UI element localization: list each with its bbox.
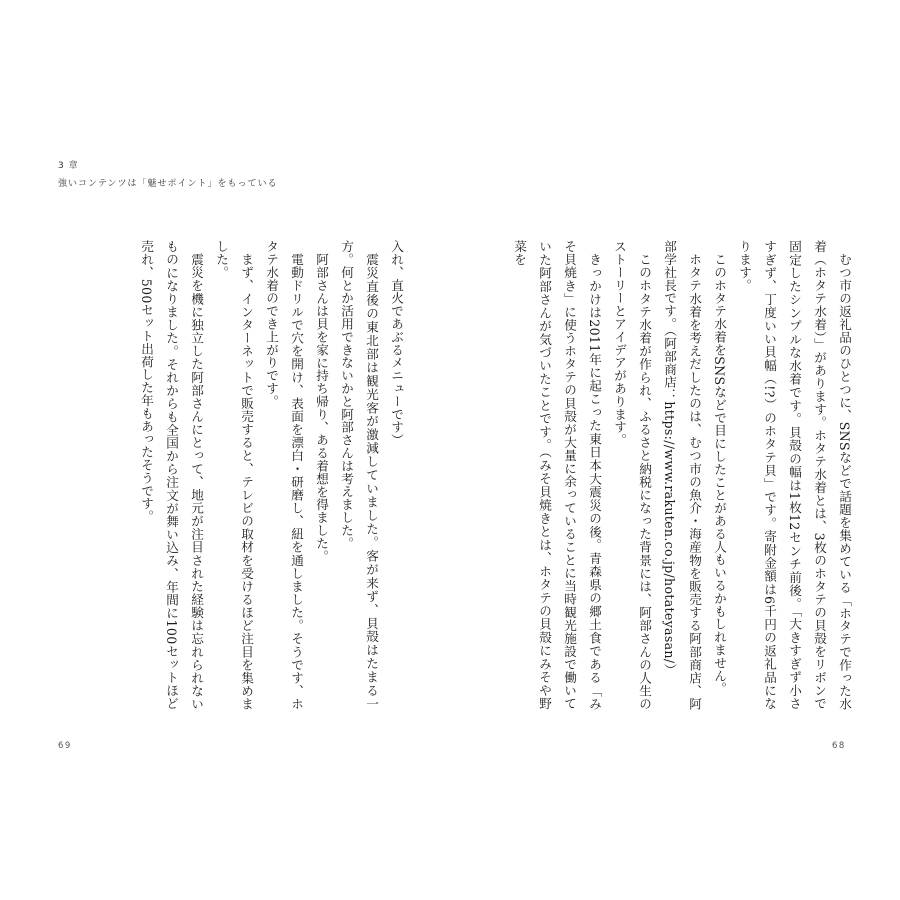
paragraph: 震災直後の東北部は観光客が激減していました。客が来ず、貝殻はたまる一方。何とか活用できないかと阿部さんは考えました。 [339,240,379,710]
paragraph: ホタテ水着を考えだしたのは、むつ市の魚介・海産物を販売する阿部商店、阿部学社長です。（阿部商店：https://www.rakuten.co.jp/hotateyasan/） [662,240,702,710]
paragraph: きっかけは2011年に起こった東日本大震災の後。青森県の郷土食である「みそ貝焼き」に使うホタテの貝殻が大量に余っていることに当時観光施設で働いていた阿部さんが気づいたことです。（みそ貝焼きとは、ホタテの貝殻にみそや野菜を [512,240,602,710]
right-page-body [512,240,857,710]
paragraph: 震災を機に独立した阿部さんにとって、地元が注目された経験は忘れられないものになりました。それからも全国から注文が舞い込み、年間に100セットほど売れ、500セット出荷した年もあったそうです。 [139,240,204,710]
chapter-number: 3 章 [58,161,79,171]
chapter-title: 強いコンテンツは「魅せポイント」をもっている [58,179,278,189]
paragraph: まず、インターネットで販売すると、テレビの取材を受けるほど注目を集めました。 [214,240,254,710]
paragraph: 入れ、直火であぶるメニューです） [389,240,404,447]
paragraph: 阿部さんは貝を家に持ち帰り、ある着想を得ました。 [314,252,329,563]
paragraph: このホタテ水着をSNSなどで目にしたことがある人もいるかもしれません。 [712,252,727,695]
left-page-body [83,240,409,710]
paragraph: 電動ドリルで穴を開け、表面を漂白・研磨し、紐を通しました。そうです、ホタテ水着のでき上がりです。 [264,240,304,710]
page-number-left: 69 [58,741,72,751]
page-number-right: 68 [832,741,846,751]
paragraph: むつ市の返礼品のひとつに、SNSなどで話題を集めている「ホタテで作った水着（ホタテ水着）」があります。ホタテ水着とは、3枚のホタテの貝殻をリボンで固定したシンプルな水着です。貝殻の幅は1枚12センチ前後。「大きすぎず小さすぎず、丁度いい貝幅（!?）のホタテ貝」です。寄附金額は6千円の返礼品になります。 [737,240,852,710]
paragraph: このホタテ水着が作られ、ふるさと納税になった背景には、阿部さんの人生のストーリーとアイデアがあります。 [612,240,652,710]
